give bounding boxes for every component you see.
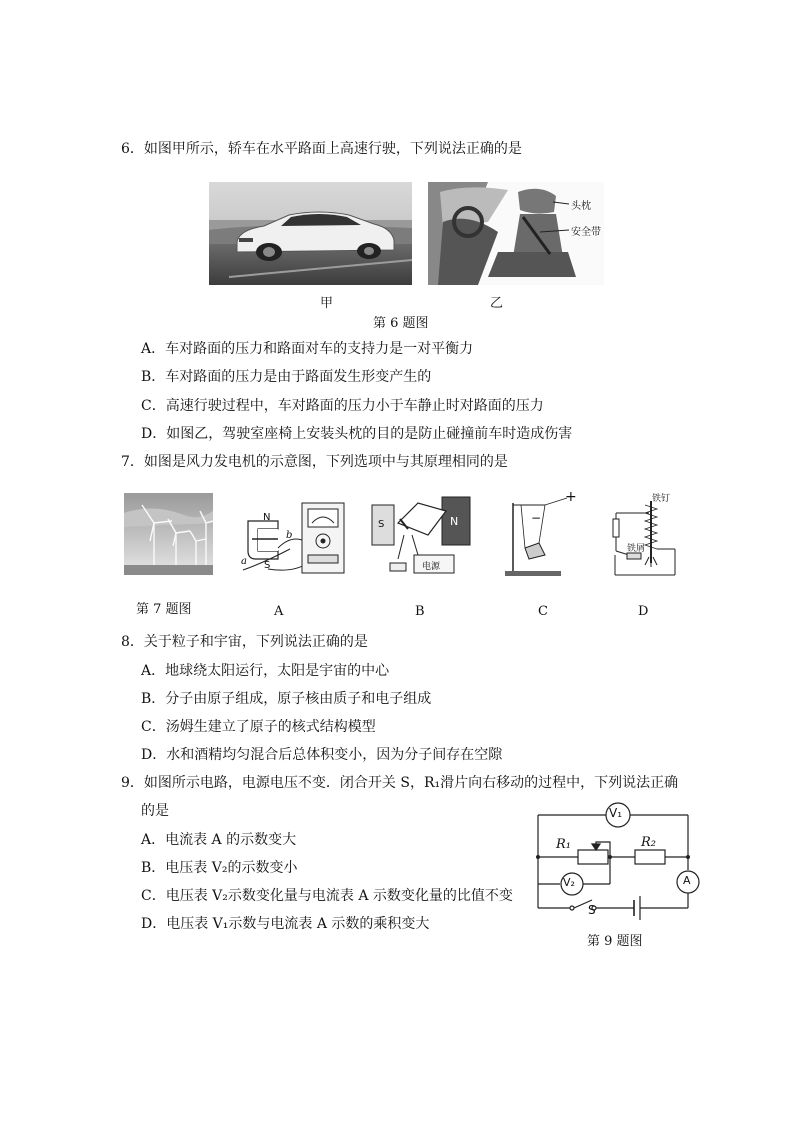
magnet-s-label-a: S xyxy=(264,560,271,571)
nail-label: 铁钉 xyxy=(652,494,671,504)
iron-filings-label: 铁屑 xyxy=(627,544,646,554)
q7-figure-a xyxy=(238,493,350,578)
q9-option-b: B．电压表 V₂的示数变小 xyxy=(141,860,298,876)
fig-label-jia: 甲 xyxy=(320,296,334,311)
magnet-n-label-a: N xyxy=(263,512,271,523)
q6-option-a: A．车对路面的压力和路面对车的支持力是一对平衡力 xyxy=(141,341,474,357)
q7-figure-c xyxy=(505,489,583,578)
minus-sign: − xyxy=(531,511,542,525)
q7-figure-d xyxy=(605,493,680,578)
q9-option-a: A．电流表 A 的示数变大 xyxy=(141,832,297,848)
ammeter-label: A xyxy=(683,874,691,887)
q9-stem-line1: 9．如图所示电路，电源电压不变．闭合开关 S，R₁滑片向右移动的过程中，下列说法正确 xyxy=(121,775,679,791)
plus-sign: + xyxy=(565,489,577,505)
q8-option-a: A．地球绕太阳运行，太阳是宇宙的中心 xyxy=(141,663,390,679)
q6-option-d: D．如图乙，驾驶室座椅上安装头枕的目的是防止碰撞前车时造成伤害 xyxy=(141,426,573,442)
resistor-r2-label: R₂ xyxy=(641,835,656,850)
fig-label-yi: 乙 xyxy=(490,296,504,311)
q8-stem: 8．关于粒子和宇宙，下列说法正确的是 xyxy=(121,634,368,650)
headrest-label: 头枕 xyxy=(571,201,591,212)
q8-option-c: C．汤姆生建立了原子的核式结构模型 xyxy=(141,719,376,735)
switch-s-label: S xyxy=(588,903,596,917)
q7-figure-b xyxy=(370,493,472,578)
q7-label-c: C xyxy=(538,604,548,619)
wind-turbine-photo xyxy=(124,493,213,575)
q7-label-a: A xyxy=(274,604,284,619)
wire-a-label: a xyxy=(241,556,247,567)
magnet-n-label-b: N xyxy=(450,515,459,528)
q7-fig-caption: 第 7 题图 xyxy=(136,602,192,617)
magnet-s-label-b: S xyxy=(378,519,385,530)
voltmeter-v1-label: V₁ xyxy=(609,806,623,820)
seatbelt-label: 安全带 xyxy=(571,227,601,238)
q9-fig-caption: 第 9 题图 xyxy=(587,934,643,949)
q7-label-b: B xyxy=(415,604,425,619)
q9-stem-line2: 的是 xyxy=(141,803,169,819)
voltmeter-v2-label: V₂ xyxy=(563,876,575,889)
q8-option-d: D．水和酒精均匀混合后总体积变小，因为分子间存在空隙 xyxy=(141,747,503,763)
wire-b-label: b xyxy=(286,530,293,541)
q7-label-d: D xyxy=(638,604,649,619)
car-photo xyxy=(209,182,412,285)
q6-option-b: B．车对路面的压力是由于路面发生形变产生的 xyxy=(141,369,432,385)
q6-stem: 6．如图甲所示，轿车在水平路面上高速行驶，下列说法正确的是 xyxy=(121,141,522,157)
resistor-r1-label: R₁ xyxy=(556,837,571,852)
q9-option-d: D．电压表 V₁示数与电流表 A 示数的乘积变大 xyxy=(141,916,430,932)
car-seat-photo xyxy=(428,182,604,285)
q7-stem: 7．如图是风力发电机的示意图，下列选项中与其原理相同的是 xyxy=(121,454,508,470)
q8-option-b: B．分子由原子组成，原子核由质子和电子组成 xyxy=(141,691,432,707)
q9-option-c: C．电压表 V₂示数变化量与电流表 A 示数变化量的比值不变 xyxy=(141,888,513,904)
power-source-label: 电源 xyxy=(422,562,441,572)
q9-circuit-diagram xyxy=(530,800,700,922)
q6-fig-caption: 第 6 题图 xyxy=(373,316,429,331)
q6-option-c: C．高速行驶过程中，车对路面的压力小于车静止时对路面的压力 xyxy=(141,398,544,414)
